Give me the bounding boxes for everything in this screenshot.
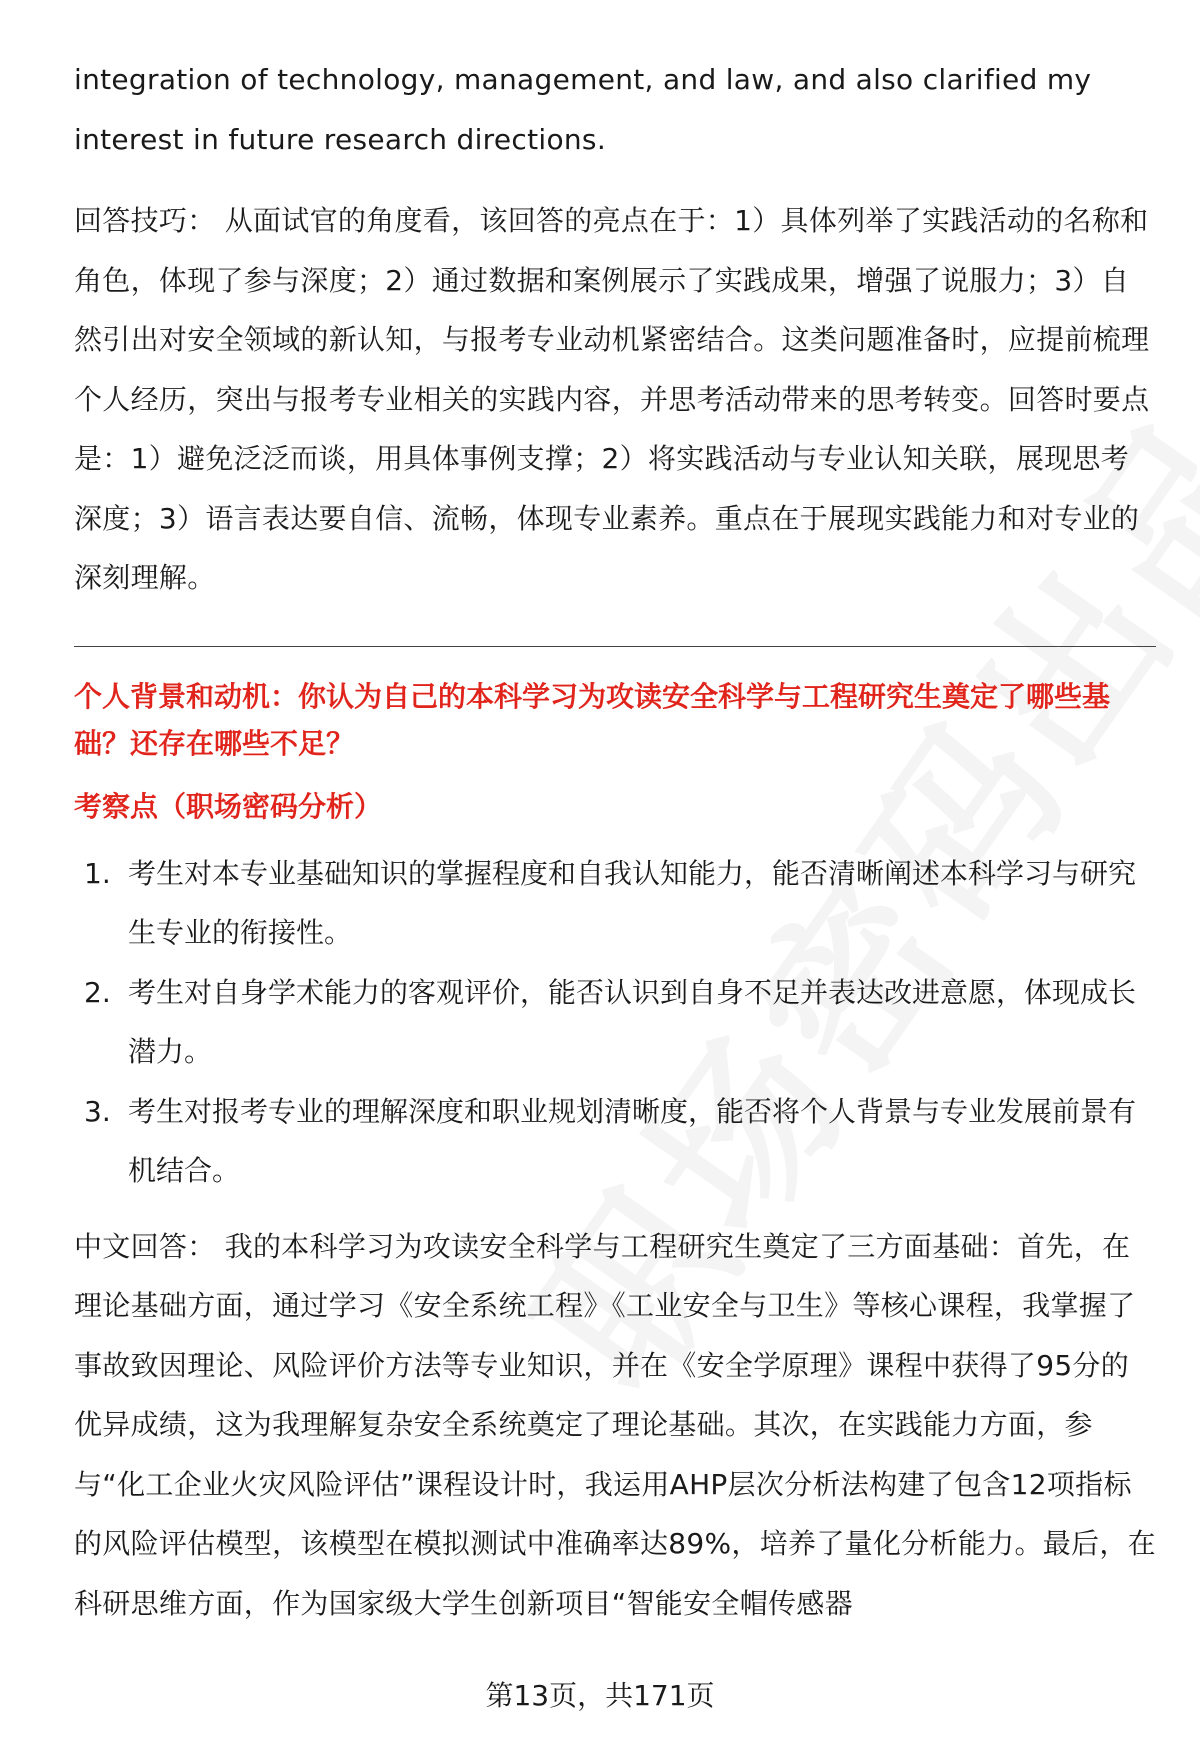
list-item (74, 844, 1156, 963)
page-number-footer: 第13页，共171页 (485, 1679, 715, 1712)
section-divider (74, 646, 1156, 647)
list-item-text: 考生对本专业基础知识的掌握程度和自我认知能力，能否清晰阐述本科学习与研究生专业的衔接性。 (128, 856, 1137, 949)
list-item-text: 考生对报考专业的理解深度和职业规划清晰度，能否将个人背景与专业发展前景有机结合。 (128, 1094, 1137, 1187)
list-item (74, 1082, 1156, 1201)
answer-tips-paragraph: 回答技巧： 从面试官的角度看，该回答的亮点在于：1）具体列举了实践活动的名称和角色，体现了参与深度；2）通过数据和案例展示了实践成果，增强了说服力；3）自然引出对安全领域的新认知，与报考专业动机紧密结合。这类问题准备时，应提前梳理个人经历，突出与报考专业相关的实践内容，并思考活动带来的思考转变。回答时要点是：1）避免泛泛而谈，用具体事例支撑；2）将实践活动与专业认知关联，展现思考深度；3）语言表达要自信、流畅，体现专业素养。重点在于展现实践能力和对专业的深刻理解。 (74, 204, 1150, 594)
list-number: 3. (84, 1094, 111, 1128)
list-number: 1. (84, 856, 111, 890)
list-number: 2. (84, 975, 111, 1009)
intro-paragraph: integration of technology, management, and law, and also clarified my interest in future research directions. (74, 63, 1092, 156)
list-item-text: 考生对自身学术能力的客观评价，能否认识到自身不足并表达改进意愿，体现成长潜力。 (128, 975, 1137, 1068)
question-heading: 个人背景和动机：你认为自己的本科学习为攻读安全科学与工程研究生奠定了哪些基础？还存在哪些不足？ (74, 679, 1111, 760)
chinese-answer-paragraph: 中文回答： 我的本科学习为攻读安全科学与工程研究生奠定了三方面基础：首先，在理论基础方面，通过学习《安全系统工程》《工业安全与卫生》等核心课程，我掌握了事故致因理论、风险评价方法等专业知识，并在《安全学原理》课程中获得了95分的优异成绩，这为我理解复杂安全系统奠定了理论基础。其次，在实践能力方面，参与“化工企业火灾风险评估”课程设计时，我运用AHP层次分析法构建了包含12项指标的风险评估模型，该模型在模拟测试中准确率达89%，培养了量化分析能力。最后，在科研思维方面，作为国家级大学生创新项目“智能安全帽传感器 (74, 1229, 1156, 1620)
document-page (74, 50, 1156, 1633)
assessment-points-list (74, 844, 1156, 1201)
list-item (74, 963, 1156, 1082)
assessment-points-heading: 考察点（职场密码分析） (74, 789, 383, 823)
